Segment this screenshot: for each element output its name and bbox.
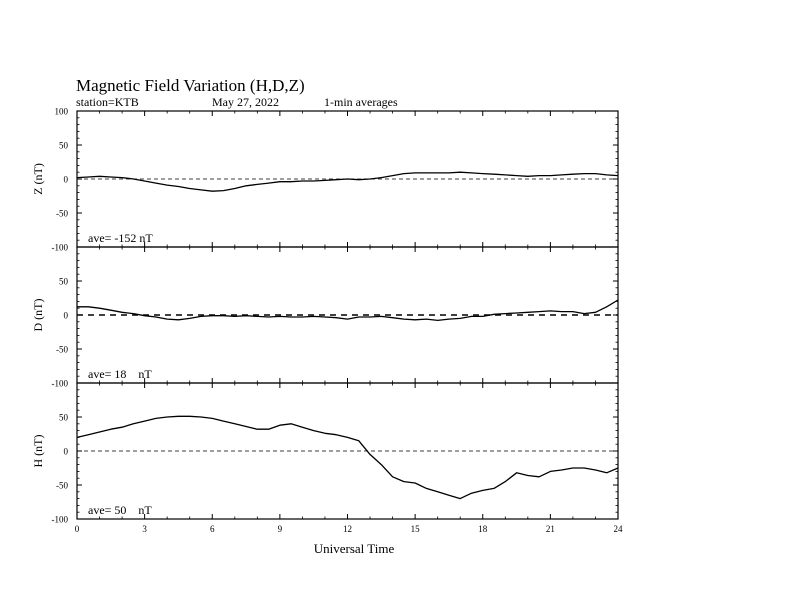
y-tick-label: 50: [59, 276, 68, 287]
y-tick-label: 50: [59, 412, 68, 423]
panel-frame-h: [77, 383, 618, 519]
series-line-d: [77, 300, 618, 320]
y-tick-label: 0: [63, 310, 68, 321]
y-tick-label: -50: [56, 480, 68, 491]
y-tick-label: -100: [51, 242, 68, 253]
x-tick-label: 3: [142, 524, 147, 534]
x-tick-label: 18: [478, 524, 488, 534]
average-label-z: ave= -152 nT: [88, 231, 153, 245]
y-tick-label: -100: [51, 378, 68, 389]
station-label: station=KTB: [76, 95, 139, 109]
series-line-z: [77, 172, 618, 191]
plot-area: [31, 107, 623, 535]
y-tick-label: 0: [63, 174, 68, 185]
chart-title: Magnetic Field Variation (H,D,Z): [76, 76, 305, 95]
x-tick-label: 21: [545, 524, 555, 534]
average-label-d: ave= 18 nT: [88, 367, 152, 381]
y-tick-label: -50: [56, 344, 68, 355]
x-axis-label: Universal Time: [313, 541, 395, 556]
y-axis-label-h: H (nT): [31, 434, 45, 468]
y-tick-label: -50: [56, 208, 68, 219]
x-tick-label: 6: [210, 524, 215, 534]
date-label: May 27, 2022: [212, 95, 279, 109]
y-tick-label: 0: [63, 446, 68, 457]
x-tick-label: 15: [410, 524, 420, 534]
x-tick-label: 12: [343, 524, 352, 534]
x-tick-label: 0: [74, 524, 80, 534]
average-label-h: ave= 50 nT: [88, 503, 152, 517]
series-line-h: [77, 416, 618, 498]
y-tick-label: -100: [51, 514, 68, 525]
averaging-label: 1-min averages: [324, 95, 398, 109]
x-tick-label: 9: [277, 524, 283, 534]
y-tick-label: 100: [54, 106, 68, 117]
y-axis-label-z: Z (nT): [31, 163, 45, 195]
y-tick-label: 50: [59, 140, 68, 151]
x-tick-label: 24: [613, 524, 623, 534]
y-axis-label-d: D (nT): [31, 298, 45, 332]
